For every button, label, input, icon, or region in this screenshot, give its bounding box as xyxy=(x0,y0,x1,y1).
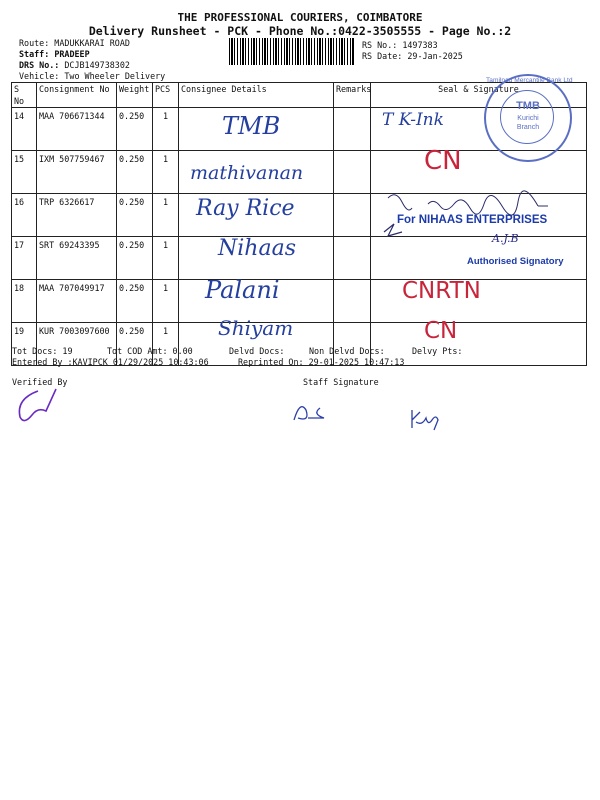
row-pcs: 1 xyxy=(153,280,179,323)
row-remarks xyxy=(334,280,371,323)
runsheet-subtitle: Delivery Runsheet - PCK - Phone No.:0422-3505555 - Page No.:2 xyxy=(88,24,512,38)
delvd-docs: Delvd Docs: xyxy=(229,346,285,356)
non-delvd-docs: Non Delvd Docs: xyxy=(309,346,385,356)
signature-row-18: CNRTN xyxy=(402,278,481,304)
col-consignment: Consignment No xyxy=(37,83,117,108)
drs-value: DCJB149738302 xyxy=(64,60,130,70)
delvy-pts: Delvy Pts: xyxy=(412,346,463,356)
signature-row-17-initials: A.J.B xyxy=(492,232,519,245)
entered-by: Entered By :KAVIPCK 01/29/2025 10:43:06 xyxy=(12,357,209,367)
staff-signature-mark xyxy=(290,396,330,426)
handwritten-consignee-19: Shiyam xyxy=(218,316,294,340)
signature-row-15: CN xyxy=(424,146,462,176)
row-weight: 0.250 xyxy=(117,108,153,151)
staff-label: Staff: xyxy=(19,49,50,59)
row-remarks xyxy=(334,151,371,194)
row-consignment: IXM 507759467 xyxy=(37,151,117,194)
row-remarks xyxy=(334,108,371,151)
row-sno: 18 xyxy=(12,280,37,323)
col-weight: Weight xyxy=(117,83,153,108)
tot-docs: Tot Docs: 19 xyxy=(12,346,73,356)
row-pcs: 1 xyxy=(153,151,179,194)
seal-logo: TMB xyxy=(516,100,540,112)
staff-info xyxy=(19,49,90,59)
handwritten-consignee-16: Ray Rice xyxy=(196,196,295,221)
seal-ring-text: Tamilnad Mercantile Bank Ltd xyxy=(486,77,573,84)
handwritten-consignee-17: Nihaas xyxy=(218,236,296,261)
row-consignment: SRT 69243395 xyxy=(37,237,117,280)
table-row xyxy=(12,280,587,323)
tot-cod-amount: Tot COD Amt: 0.00 xyxy=(107,346,193,356)
reprinted-on: Reprinted On: 29-01-2025 10:47:13 xyxy=(238,357,405,367)
col-remarks: Remarks xyxy=(334,83,371,108)
seal-branch: Kurichi xyxy=(517,115,539,122)
bank-seal xyxy=(484,74,572,162)
verified-by-label: Verified By xyxy=(12,377,68,387)
handwritten-consignee-15: mathivanan xyxy=(190,162,304,184)
row-sno: 16 xyxy=(12,194,37,237)
company-title: THE PROFESSIONAL COURIERS, COIMBATORE xyxy=(177,11,423,24)
nihaas-stamp: For NIHAAS ENTERPRISES xyxy=(397,214,548,226)
row-consignment: MAA 707049917 xyxy=(37,280,117,323)
handwritten-consignee-14: TMB xyxy=(222,112,281,140)
row-sno: 14 xyxy=(12,108,37,151)
drs-label: DRS No.: xyxy=(19,60,60,70)
seal-branch-line2: Branch xyxy=(516,124,540,131)
col-seal-signature: Seal & Signature xyxy=(371,83,587,108)
drs-info xyxy=(19,60,130,70)
row-weight: 0.250 xyxy=(117,237,153,280)
row-pcs: 1 xyxy=(153,237,179,280)
signature-row-14: T K-Ink xyxy=(382,110,444,130)
rs-number: RS No.: 1497383 xyxy=(362,40,438,50)
row-remarks xyxy=(334,194,371,237)
row-pcs: 1 xyxy=(153,194,179,237)
col-pcs: PCS xyxy=(153,83,179,108)
row-pcs: 1 xyxy=(153,323,179,366)
barcode xyxy=(229,38,354,65)
row-sno: 17 xyxy=(12,237,37,280)
route-label: Route: MADUKKARAI ROAD xyxy=(19,38,130,48)
row-pcs: 1 xyxy=(153,108,179,151)
row-consignment: KUR 7003097600 xyxy=(37,323,117,366)
col-consignee: Consignee Details xyxy=(179,83,334,108)
row-sno: 19 xyxy=(12,323,37,366)
row-weight: 0.250 xyxy=(117,151,153,194)
authorised-signatory-stamp: Authorised Signatory xyxy=(467,256,564,267)
signature-row-19: CN xyxy=(424,318,458,344)
col-sno: S No xyxy=(12,83,37,108)
staff-signature-label: Staff Signature xyxy=(303,377,379,387)
row-weight: 0.250 xyxy=(117,194,153,237)
staff-value: PRADEEP xyxy=(54,49,90,59)
row-weight: 0.250 xyxy=(117,280,153,323)
second-signature-mark xyxy=(408,406,444,434)
verifier-signature xyxy=(10,385,60,427)
handwritten-consignee-18: Palani xyxy=(205,276,280,304)
row-remarks xyxy=(334,237,371,280)
row-consignment: TRP 6326617 xyxy=(37,194,117,237)
vehicle-label: Vehicle: Two Wheeler Delivery xyxy=(19,71,166,81)
signature-scribbles xyxy=(368,186,588,256)
rs-date: RS Date: 29-Jan-2025 xyxy=(362,51,463,61)
row-consignment: MAA 706671344 xyxy=(37,108,117,151)
row-sno: 15 xyxy=(12,151,37,194)
row-weight: 0.250 xyxy=(117,323,153,366)
